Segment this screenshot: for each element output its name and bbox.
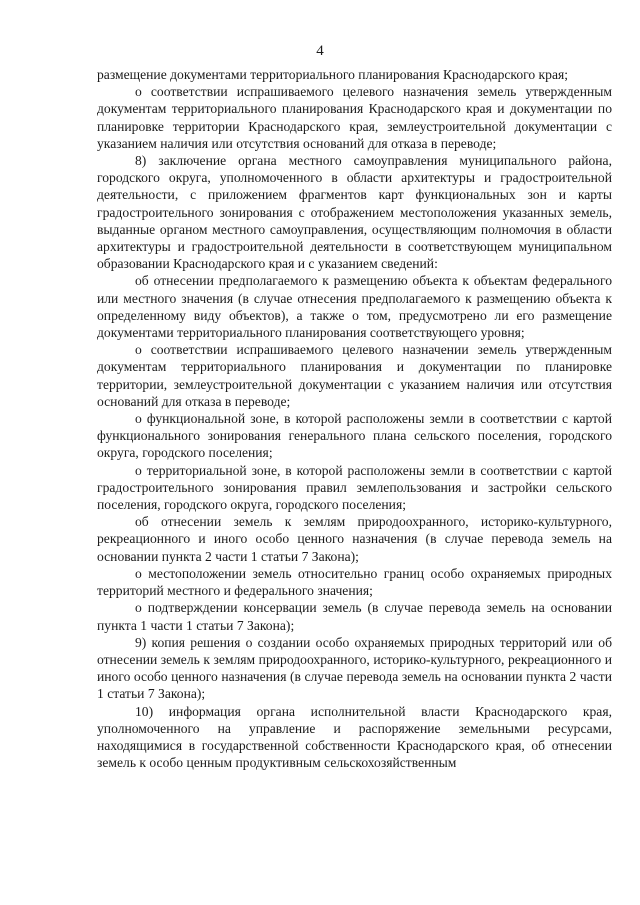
paragraph-continuation: размещение документами территориального планирования Краснодарского края; [97, 67, 569, 82]
paragraph-item-8: 8) заключение органа местного самоуправления муниципального района, городского округа, уполномоченного в области архитектуры и градостроительной деятельности, с приложением фрагментов карт функциональных зон и карты градостроительного зонирования с отображением местоположения указанных земель, выданные органом местного самоуправления, осуществляющим полномочия в области архитектуры и градостроительной деятельности в соответствующем муниципальном образовании Краснодарского края и с указанием сведений: [97, 153, 612, 272]
paragraph-object-significance: об отнесении предполагаемого к размещению объекта к объектам федерального или местного значения (в случае отнесения предполагаемого к размещению объекта к определенному виду объектов), а также о том, предусмотрено ли его размещение документами территориального планирования соответствующего уровня; [97, 273, 612, 341]
document-body [97, 66, 612, 771]
paragraph-purpose-compliance-2: о соответствии испрашиваемого целевого назначении земель утвержденным документам территориального планирования и документации по планировке территории, землеустроительной документации с указанием наличия или отсутствия оснований для отказа в переводе; [97, 342, 612, 409]
paragraph-conservation: о подтверждении консервации земель (в случае перевода земель на основании пункта 1 части 1 статьи 7 Закона); [97, 600, 612, 633]
paragraph-purpose-compliance: о соответствии испрашиваемого целевого назначения земель утвержденным документам территориального планирования Краснодарского края и документации по планировке территории Краснодарского края, землеустроительной документации с указанием наличия или отсутствия оснований для отказа в переводе; [97, 84, 612, 151]
paragraph-location: о местоположении земель относительно границ особо охраняемых природных территорий местного и федерального значения; [97, 565, 612, 599]
paragraph-item-9: 9) копия решения о создании особо охраняемых природных территорий или об отнесении земель к землям природоохранного, историко-культурного, рекреационного и иного особо ценного назначения (в случае перевода земель на основании пункта 2 части 1 статьи 7 Закона); [97, 634, 612, 702]
paragraph-functional-zone: о функциональной зоне, в которой расположены земли в соответствии с картой функционального зонирования генерального плана сельского поселения, городского округа, городского поселения; [97, 411, 612, 461]
paragraph-territorial-zone: о территориальной зоне, в которой расположены земли в соответствии с картой градостроительного зонирования правил землепользования и застройки сельского поселения, городского округа, городского поселения; [97, 462, 612, 513]
page-number: 4 [316, 43, 324, 59]
paragraph-protected-lands: об отнесении земель к землям природоохранного, историко-культурного, рекреационного и иного особо ценного назначения (в случае перевода земель на основании пункта 2 части 1 статьи 7 Закона); [97, 514, 612, 564]
paragraph-item-10: 10) информация органа исполнительной власти Краснодарского края, уполномоченного на управление и распоряжение земельными ресурсами, находящимися в государственной собственности Краснодарского края, об отнесении земель к особо ценным продуктивным сельскохозяйственным [97, 703, 612, 771]
